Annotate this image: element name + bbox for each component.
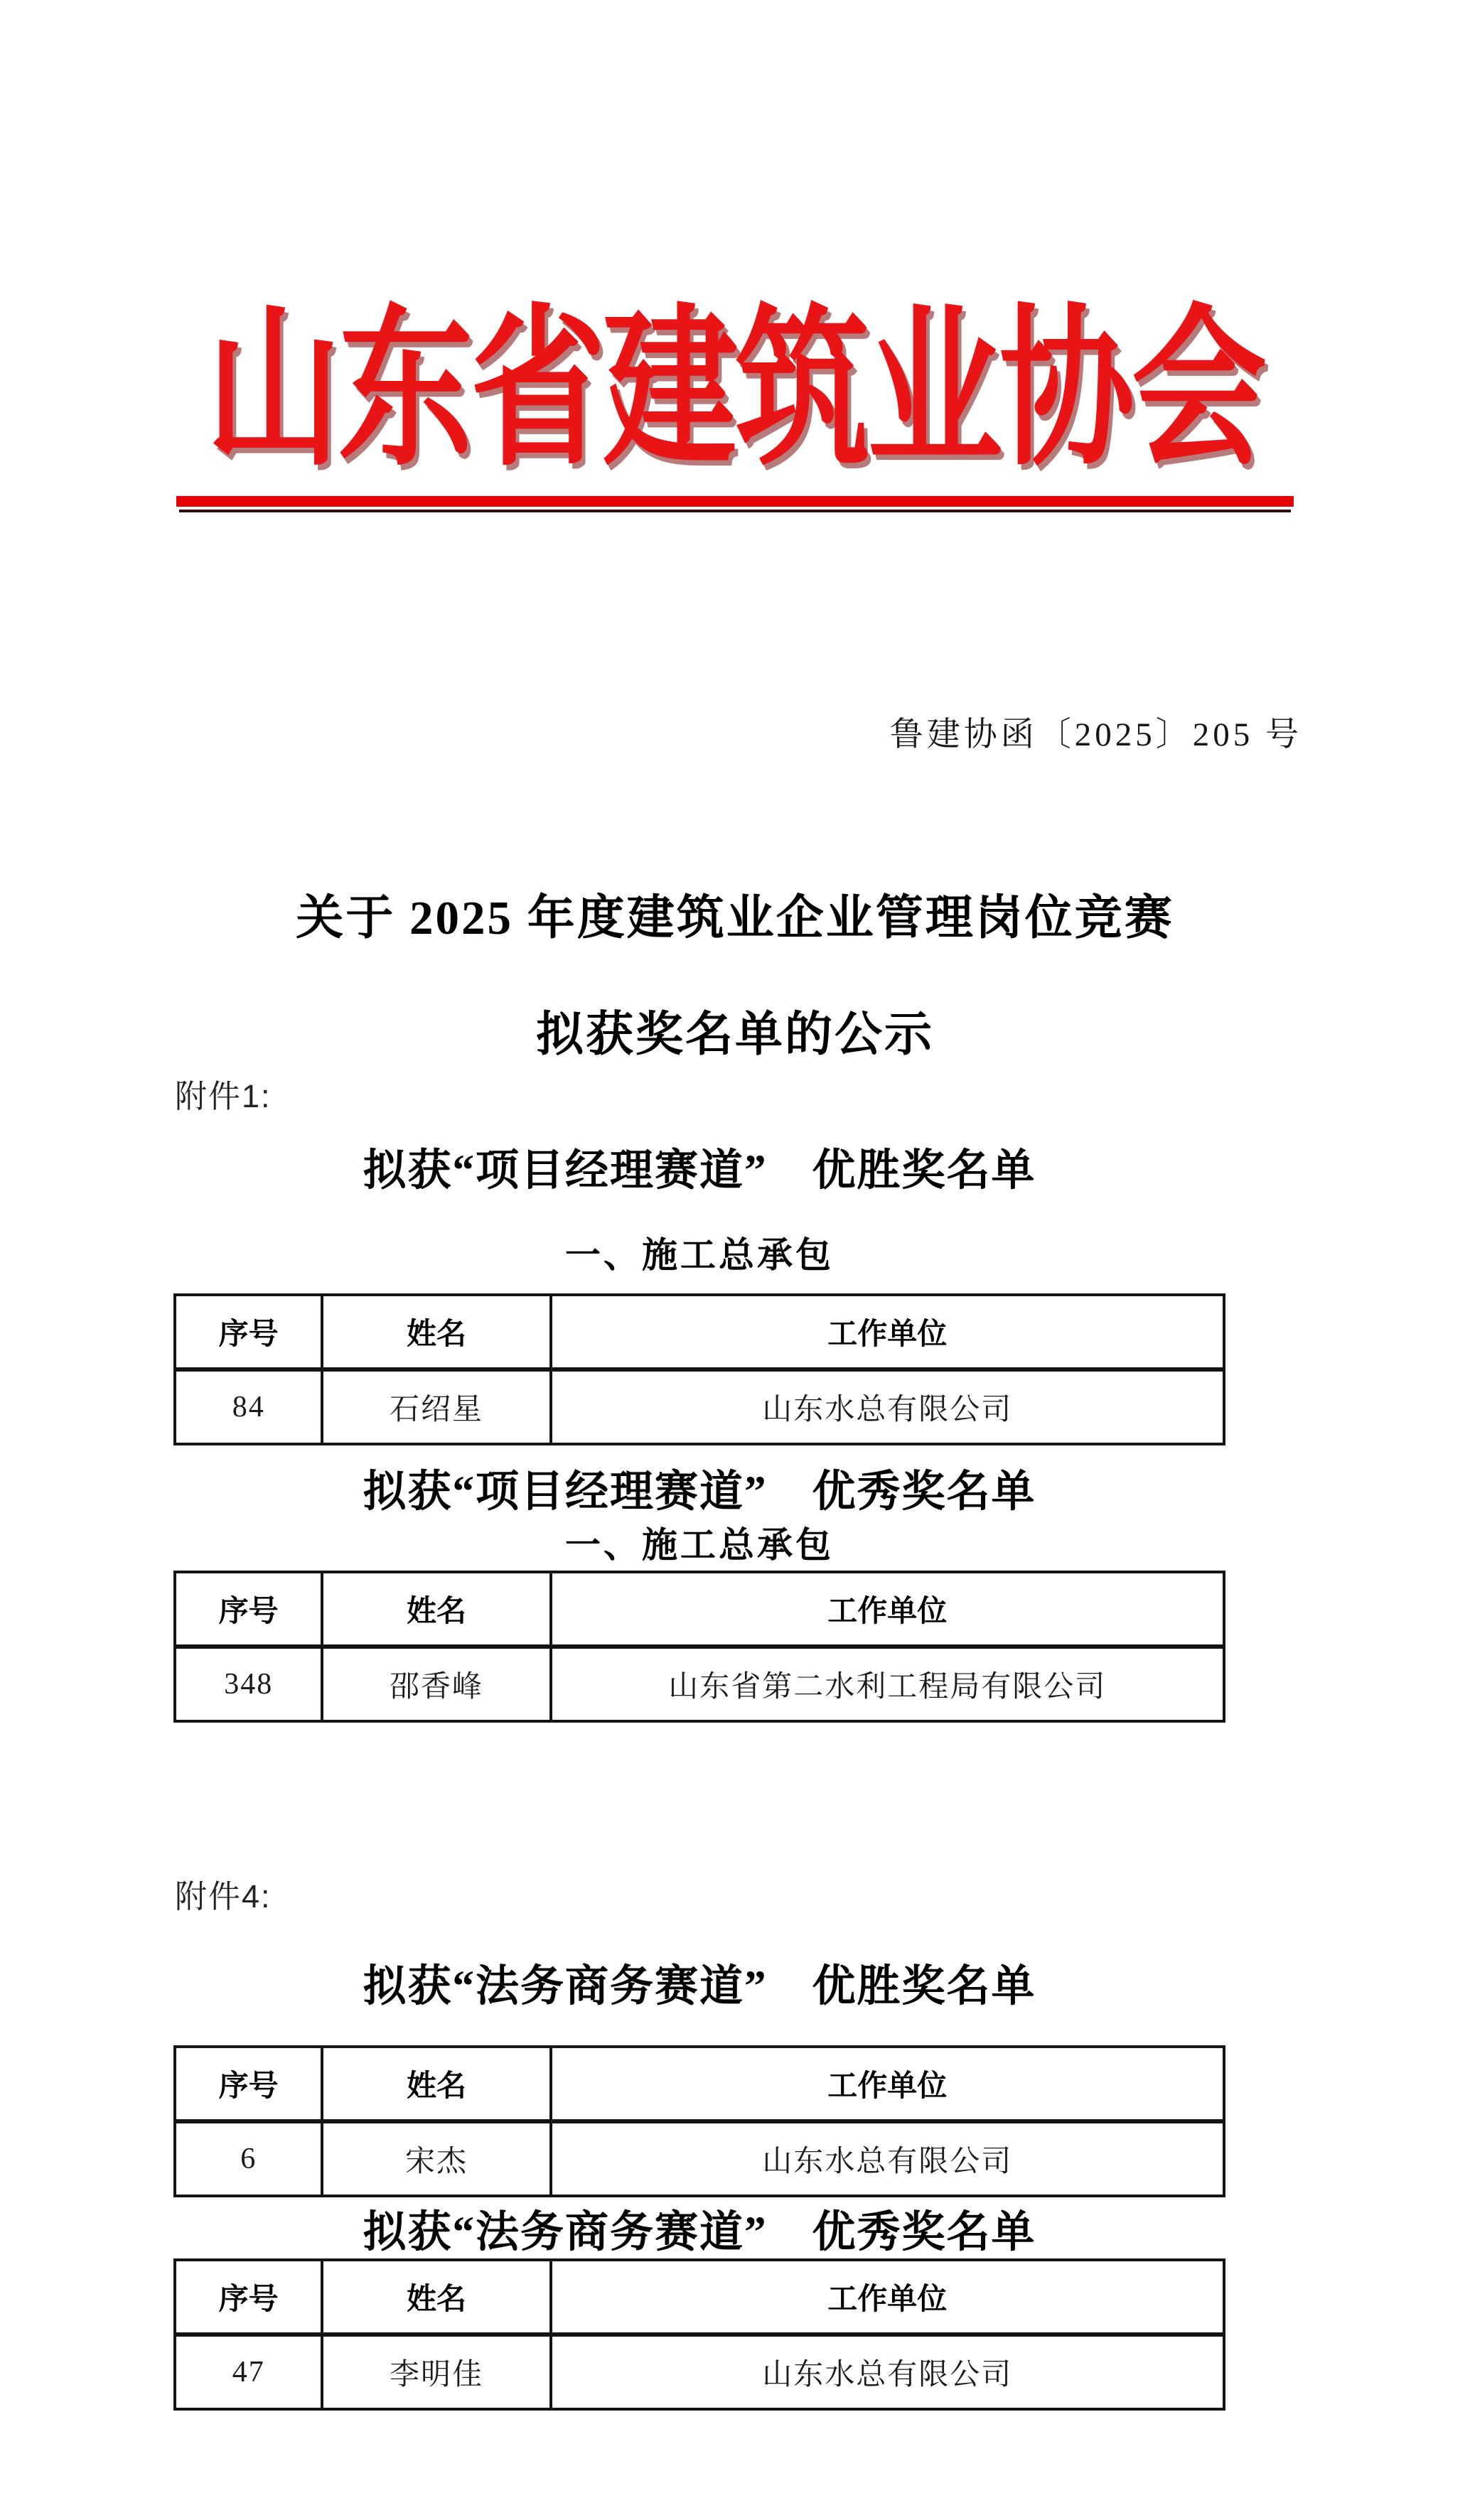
cell-name: 石绍星 [322, 1369, 550, 1444]
header-cell-no: 序号 [175, 1295, 322, 1369]
section3-title: 拟获“法务商务赛道” 优胜奖名单 [363, 1963, 1036, 2010]
cell-org: 山东水总有限公司 [551, 2335, 1224, 2409]
attachment4-label: 附件4: [175, 1878, 272, 1915]
header-cell-no: 序号 [175, 2047, 322, 2121]
header-cell-no: 序号 [175, 2260, 322, 2335]
section2-subtitle: 一、施工总承包 [565, 1525, 834, 1565]
table-row [175, 1369, 1224, 1444]
table-row [175, 2121, 1224, 2196]
table-header-row [175, 2047, 1224, 2121]
letterhead-red-rule [176, 496, 1294, 507]
header-cell-org: 工作单位 [551, 1572, 1224, 1647]
section4-title: 拟获“法务商务赛道” 优秀奖名单 [363, 2209, 1036, 2256]
award-table-4 [173, 2258, 1225, 2411]
organization-title: 山东省建筑业协会 [205, 296, 1264, 487]
section1-title: 拟获“项目经理赛道” 优胜奖名单 [363, 1147, 1036, 1195]
header-cell-no: 序号 [175, 1572, 322, 1647]
cell-org: 山东水总有限公司 [551, 2121, 1224, 2196]
table-header-row [175, 1295, 1224, 1369]
award-table-1 [173, 1293, 1225, 1445]
header-cell-name: 姓名 [322, 2260, 550, 2335]
header-cell-org: 工作单位 [551, 2047, 1224, 2121]
cell-name: 邵香峰 [322, 1647, 550, 1721]
cell-name: 宋杰 [322, 2121, 550, 2196]
cell-no: 348 [175, 1647, 322, 1721]
table-header-row [175, 1572, 1224, 1647]
award-table-3 [173, 2045, 1225, 2197]
header-cell-name: 姓名 [322, 1572, 550, 1647]
section1-subtitle: 一、施工总承包 [565, 1235, 834, 1275]
award-table-2 [173, 1571, 1225, 1723]
header-cell-org: 工作单位 [551, 2260, 1224, 2335]
cell-no: 84 [175, 1369, 322, 1444]
table-row [175, 1647, 1224, 1721]
attachment1-label: 附件1: [175, 1078, 272, 1114]
cell-no: 47 [175, 2335, 322, 2409]
table-row [175, 2335, 1224, 2409]
letterhead-rule-shadow-line [179, 510, 1291, 512]
header-cell-name: 姓名 [322, 2047, 550, 2121]
cell-org: 山东省第二水利工程局有限公司 [551, 1647, 1224, 1721]
table-header-row [175, 2260, 1224, 2335]
main-title-line2: 拟获奖名单的公示 [536, 1008, 934, 1061]
cell-name: 李明佳 [322, 2335, 550, 2409]
document-number: 鲁建协函〔2025〕205 号 [889, 716, 1302, 753]
cell-no: 6 [175, 2121, 322, 2196]
header-cell-name: 姓名 [322, 1295, 550, 1369]
main-title-line1: 关于 2025 年度建筑业企业管理岗位竞赛 [296, 892, 1174, 944]
cell-org: 山东水总有限公司 [551, 1369, 1224, 1444]
section2-title: 拟获“项目经理赛道” 优秀奖名单 [363, 1468, 1036, 1516]
header-cell-org: 工作单位 [551, 1295, 1224, 1369]
